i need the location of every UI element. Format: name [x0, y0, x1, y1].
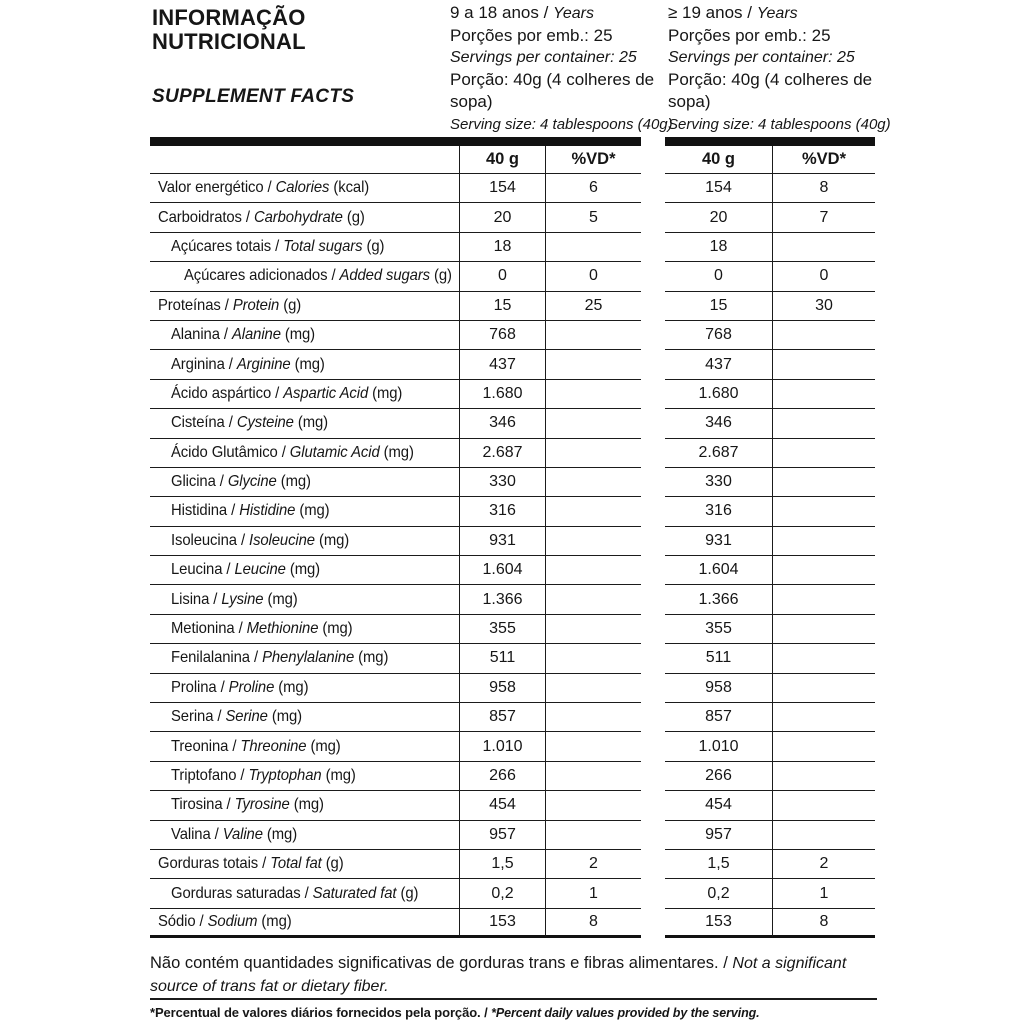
- nutrient-name: Triptofano / Tryptophan (mg): [150, 762, 460, 791]
- serving-info-group-1: [450, 2, 673, 135]
- column-gap: [641, 233, 665, 262]
- nutrient-name: Leucina / Leucine (mg): [150, 556, 460, 585]
- dv-value-g2: [773, 674, 875, 703]
- trans-fat-note: Não contém quantidades significativas de gorduras trans e fibras alimentares. / Not a significant source of trans fat or dietary fiber.: [150, 954, 847, 995]
- servings-per-container-en: Servings per container: 25: [668, 49, 855, 66]
- column-gap: [641, 146, 665, 174]
- amount-value-g2: 857: [665, 703, 773, 732]
- dv-value-g2: 1: [773, 879, 875, 908]
- column-gap: [641, 615, 665, 644]
- column-gap: [641, 585, 665, 614]
- nutrient-name: Ácido aspártico / Aspartic Acid (mg): [150, 380, 460, 409]
- amount-value-g1: 454: [460, 791, 546, 820]
- amount-value-g2: 1.604: [665, 556, 773, 585]
- dv-value-g2: 8: [773, 909, 875, 938]
- amount-value-g2: 1.010: [665, 732, 773, 761]
- label-title-block: [152, 5, 382, 107]
- dv-value-g2: 2: [773, 850, 875, 879]
- amount-value-g1: 346: [460, 409, 546, 438]
- nutrient-name: Ácido Glutâmico / Glutamic Acid (mg): [150, 439, 460, 468]
- amount-value-g2: 18: [665, 233, 773, 262]
- column-gap: [641, 468, 665, 497]
- nutrient-name: Tirosina / Tyrosine (mg): [150, 791, 460, 820]
- dv-value-g2: [773, 233, 875, 262]
- column-gap: [641, 644, 665, 673]
- amount-value-g2: 931: [665, 527, 773, 556]
- nutrient-name: Isoleucina / Isoleucine (mg): [150, 527, 460, 556]
- amount-value-g2: 153: [665, 909, 773, 938]
- footnote-divider: [150, 998, 877, 1000]
- nutrient-name: Alanina / Alanine (mg): [150, 321, 460, 350]
- amount-value-g2: 20: [665, 203, 773, 232]
- nutrient-name: Carboidratos / Carbohydrate (g): [150, 203, 460, 232]
- dv-value-g1: [546, 644, 641, 673]
- amount-value-g2: 0: [665, 262, 773, 291]
- column-gap: [641, 262, 665, 291]
- amount-value-g2: 958: [665, 674, 773, 703]
- amount-value-g1: 511: [460, 644, 546, 673]
- amount-value-g1: 330: [460, 468, 546, 497]
- nutrient-name: Glicina / Glycine (mg): [150, 468, 460, 497]
- servings-per-container-en: Servings per container: 25: [450, 49, 637, 66]
- serving-size-en: Serving size: 4 tablespoons (40g): [668, 116, 891, 133]
- amount-column-header-g1: 40 g: [460, 146, 546, 174]
- amount-value-g2: 154: [665, 174, 773, 203]
- amount-value-g1: 1.680: [460, 380, 546, 409]
- column-gap: [641, 527, 665, 556]
- dv-value-g1: [546, 585, 641, 614]
- note-separator: /: [723, 954, 728, 972]
- amount-value-g1: 15: [460, 292, 546, 321]
- dv-value-g1: [546, 556, 641, 585]
- amount-value-g2: 957: [665, 821, 773, 850]
- nutrient-name: Proteínas / Protein (g): [150, 292, 460, 321]
- age-range: ≥ 19 anos / Years: [668, 3, 798, 22]
- column-gap: [641, 497, 665, 526]
- dv-column-header-g2: %VD*: [773, 146, 875, 174]
- amount-value-g2: 1.366: [665, 585, 773, 614]
- column-gap: [641, 321, 665, 350]
- dv-value-g2: [773, 644, 875, 673]
- nutrient-name: Cisteína / Cysteine (mg): [150, 409, 460, 438]
- daily-value-footnote: *Percentual de valores diários fornecidos pela porção. / *Percent daily values provided by the serving.: [150, 1005, 760, 1020]
- amount-value-g2: 0,2: [665, 879, 773, 908]
- column-gap: [641, 350, 665, 379]
- dv-value-g1: [546, 821, 641, 850]
- dv-value-g1: [546, 350, 641, 379]
- amount-value-g2: 454: [665, 791, 773, 820]
- dv-value-g2: [773, 791, 875, 820]
- column-gap: [641, 439, 665, 468]
- amount-value-g1: 1.366: [460, 585, 546, 614]
- amount-value-g2: 437: [665, 350, 773, 379]
- dv-column-header-g1: %VD*: [546, 146, 641, 174]
- nutrient-name: Fenilalanina / Phenylalanine (mg): [150, 644, 460, 673]
- amount-value-g1: 957: [460, 821, 546, 850]
- column-gap: [641, 292, 665, 321]
- dv-value-g1: [546, 674, 641, 703]
- dv-value-g2: 7: [773, 203, 875, 232]
- nutrient-name: Sódio / Sodium (mg): [150, 909, 460, 938]
- amount-value-g1: 18: [460, 233, 546, 262]
- dv-value-g2: [773, 350, 875, 379]
- amount-value-g1: 958: [460, 674, 546, 703]
- column-gap: [641, 762, 665, 791]
- amount-column-header-g2: 40 g: [665, 146, 773, 174]
- column-gap: [641, 879, 665, 908]
- servings-per-container-pt: Porções por emb.: 25: [450, 26, 613, 45]
- table-top-bar-group2: [665, 137, 875, 146]
- dv-value-g2: [773, 615, 875, 644]
- amount-value-g1: 153: [460, 909, 546, 938]
- title-english: SUPPLEMENT FACTS: [152, 86, 355, 107]
- amount-value-g2: 355: [665, 615, 773, 644]
- column-gap: [641, 174, 665, 203]
- amount-value-g1: 316: [460, 497, 546, 526]
- nutrient-name: Açúcares adicionados / Added sugars (g): [150, 262, 460, 291]
- dv-value-g1: [546, 233, 641, 262]
- column-gap: [641, 137, 665, 146]
- amount-value-g2: 768: [665, 321, 773, 350]
- dv-value-g1: [546, 497, 641, 526]
- amount-value-g2: 346: [665, 409, 773, 438]
- amount-value-g2: 1,5: [665, 850, 773, 879]
- title-portuguese: INFORMAÇÃO NUTRICIONAL: [152, 5, 306, 54]
- dv-value-g1: [546, 791, 641, 820]
- dv-value-g2: [773, 732, 875, 761]
- column-gap: [641, 380, 665, 409]
- column-gap: [641, 850, 665, 879]
- table-top-bar-group1: [150, 137, 641, 146]
- column-gap: [641, 821, 665, 850]
- dv-value-g1: [546, 527, 641, 556]
- nutrient-name: Lisina / Lysine (mg): [150, 585, 460, 614]
- dv-value-g2: [773, 703, 875, 732]
- amount-value-g1: 1.010: [460, 732, 546, 761]
- amount-value-g2: 511: [665, 644, 773, 673]
- column-gap: [641, 409, 665, 438]
- dv-value-g1: 5: [546, 203, 641, 232]
- nutrition-table: [150, 137, 875, 938]
- dv-value-g2: [773, 762, 875, 791]
- nutrient-name: Histidina / Histidine (mg): [150, 497, 460, 526]
- amount-value-g1: 154: [460, 174, 546, 203]
- amount-value-g1: 1.604: [460, 556, 546, 585]
- dv-value-g2: [773, 380, 875, 409]
- nutrient-name: Prolina / Proline (mg): [150, 674, 460, 703]
- nutrient-name: Açúcares totais / Total sugars (g): [150, 233, 460, 262]
- serving-size-en: Serving size: 4 tablespoons (40g): [450, 116, 673, 133]
- column-gap: [641, 791, 665, 820]
- nutrient-name: Gorduras totais / Total fat (g): [150, 850, 460, 879]
- dv-value-g1: 2: [546, 850, 641, 879]
- amount-value-g1: 355: [460, 615, 546, 644]
- portion-pt: Porção: 40g (4 colheres de sopa): [668, 70, 873, 111]
- dv-value-g2: [773, 497, 875, 526]
- servings-per-container-pt: Porções por emb.: 25: [668, 26, 831, 45]
- dv-value-g1: [546, 409, 641, 438]
- dv-value-g2: 30: [773, 292, 875, 321]
- dv-value-g1: [546, 380, 641, 409]
- column-gap: [641, 909, 665, 938]
- dv-value-g2: [773, 409, 875, 438]
- column-gap: [641, 203, 665, 232]
- dv-value-g2: 8: [773, 174, 875, 203]
- dv-value-g1: 1: [546, 879, 641, 908]
- dv-value-g2: [773, 468, 875, 497]
- dv-value-g2: [773, 527, 875, 556]
- dv-value-g1: 6: [546, 174, 641, 203]
- dv-value-g1: 8: [546, 909, 641, 938]
- footnote-separator: /: [484, 1005, 488, 1020]
- amount-value-g2: 330: [665, 468, 773, 497]
- nutrient-name: Gorduras saturadas / Saturated fat (g): [150, 879, 460, 908]
- serving-info-group-2: [668, 2, 891, 135]
- dv-value-g1: [546, 615, 641, 644]
- nutrient-name: Valina / Valine (mg): [150, 821, 460, 850]
- amount-value-g2: 1.680: [665, 380, 773, 409]
- column-gap: [641, 703, 665, 732]
- dv-value-g1: [546, 703, 641, 732]
- dv-value-g2: [773, 439, 875, 468]
- nutrient-name: Treonina / Threonine (mg): [150, 732, 460, 761]
- amount-value-g2: 316: [665, 497, 773, 526]
- nutrient-name: Serina / Serine (mg): [150, 703, 460, 732]
- amount-value-g1: 20: [460, 203, 546, 232]
- amount-value-g1: 266: [460, 762, 546, 791]
- nutrient-name: Arginina / Arginine (mg): [150, 350, 460, 379]
- amount-value-g2: 15: [665, 292, 773, 321]
- nutrient-name: Valor energético / Calories (kcal): [150, 174, 460, 203]
- dv-value-g1: [546, 439, 641, 468]
- dv-value-g1: [546, 468, 641, 497]
- amount-value-g1: 931: [460, 527, 546, 556]
- dv-value-g2: [773, 321, 875, 350]
- dv-value-g2: [773, 585, 875, 614]
- amount-value-g1: 857: [460, 703, 546, 732]
- dv-value-g1: 0: [546, 262, 641, 291]
- amount-value-g1: 437: [460, 350, 546, 379]
- dv-value-g1: 25: [546, 292, 641, 321]
- amount-value-g2: 266: [665, 762, 773, 791]
- portion-pt: Porção: 40g (4 colheres de sopa): [450, 70, 655, 111]
- amount-value-g1: 0: [460, 262, 546, 291]
- dv-value-g1: [546, 762, 641, 791]
- dv-value-g2: [773, 821, 875, 850]
- column-gap: [641, 732, 665, 761]
- dv-value-g2: 0: [773, 262, 875, 291]
- dv-value-g1: [546, 732, 641, 761]
- amount-value-g1: 2.687: [460, 439, 546, 468]
- column-gap: [641, 556, 665, 585]
- age-range: 9 a 18 anos / Years: [450, 3, 594, 22]
- amount-value-g1: 768: [460, 321, 546, 350]
- column-gap: [641, 674, 665, 703]
- dv-value-g2: [773, 556, 875, 585]
- amount-value-g2: 2.687: [665, 439, 773, 468]
- nutrient-column-header: [150, 146, 460, 174]
- nutrient-name: Metionina / Methionine (mg): [150, 615, 460, 644]
- amount-value-g1: 1,5: [460, 850, 546, 879]
- dv-value-g1: [546, 321, 641, 350]
- amount-value-g1: 0,2: [460, 879, 546, 908]
